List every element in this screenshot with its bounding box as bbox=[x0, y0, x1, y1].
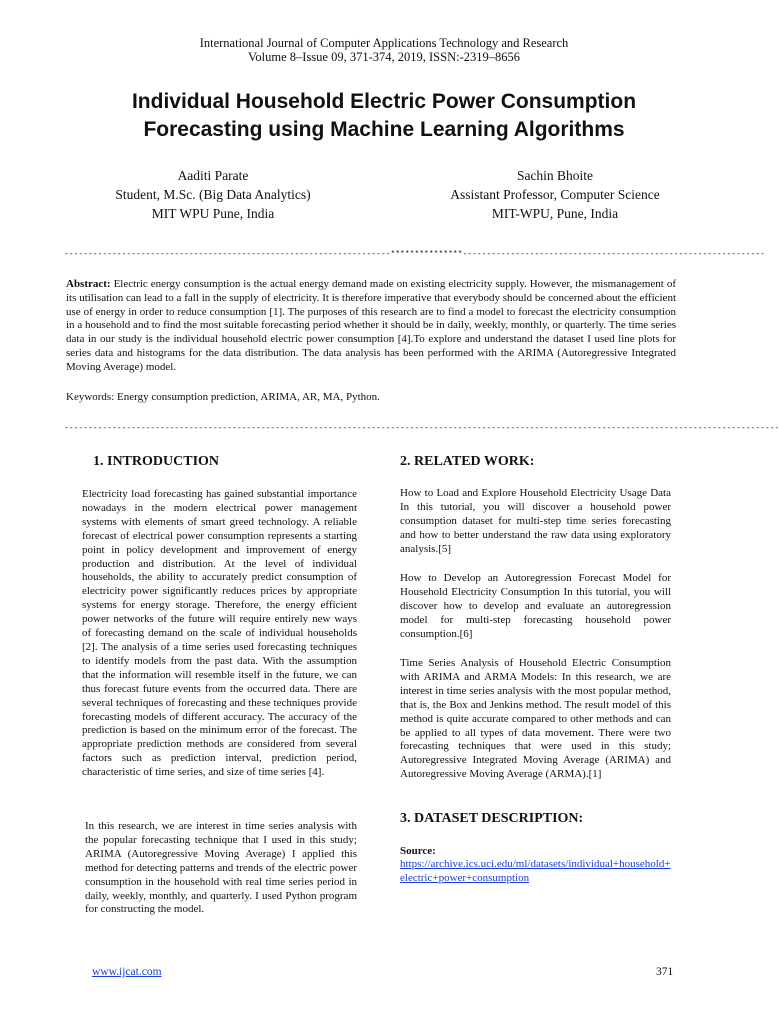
abstract-label: Abstract: bbox=[66, 278, 111, 290]
author-role: Student, M.Sc. (Big Data Analytics) bbox=[115, 187, 311, 202]
dataset-source-link[interactable]: https://archive.ics.uci.edu/ml/datasets/individual+household+electric+power+consumption bbox=[400, 858, 671, 884]
keywords: Keywords: Energy consumption prediction, ARIMA, AR, MA, Python. bbox=[66, 391, 380, 403]
author-affiliation: MIT-WPU, Pune, India bbox=[491, 206, 619, 221]
introduction-paragraph-1: Electricity load forecasting has gained substantial importance nowadays in the modern electrical power management systems with elements of smart greed technology. A reliable forecast of electrical power consumption represents a starting point in policy development and improvement of energy production and distribution. At the level of individual households, the ability to accurately predict consumption of electricity power significantly reduces prices by appropriate systems for energy storage. Therefore, the energy efficient power networks of the future will require entirely new ways of forecasting demand on the scale of individual households [2]. The analysis of a time series used forecasting techniques to identify models from the past data. With the assumption that the information will resemble itself in the future, we can thus forecast future events from the occurred data. There are several techniques of forecasting and these techniques provide forecasting models of different accuracy. The accuracy of the prediction is based on the minimum error of the forecast. The appropriate prediction methods are considered from several factors such as prediction interval, prediction period, characteristic of time series, and size of time series [4]. bbox=[82, 488, 357, 779]
paper-title-line1: Individual Household Electric Power Consumption bbox=[131, 90, 637, 113]
related-work-paragraph-1: How to Load and Explore Household Electricity Usage Data In this tutorial, you will discover a household power consumption dataset for multi-step time series forecasting and how to better understand the raw data using exploratory analysis.[5] bbox=[400, 487, 671, 555]
footer-website-link[interactable]: www.ijcat.com bbox=[92, 966, 162, 978]
abstract bbox=[66, 278, 676, 375]
section-separator-bottom: ----------------------------------------------------------------------------------------------------------------------------------------------------- bbox=[64, 424, 779, 433]
introduction-heading: 1. INTRODUCTION bbox=[93, 454, 220, 469]
author-1 bbox=[85, 166, 341, 223]
journal-name: International Journal of Computer Applications Technology and Research bbox=[199, 36, 569, 50]
author-name: Aaditi Parate bbox=[177, 168, 249, 183]
related-work-heading: 2. RELATED WORK: bbox=[400, 454, 535, 469]
paper-title-line2: Forecasting using Machine Learning Algorithms bbox=[143, 118, 625, 141]
related-work-paragraph-3: Time Series Analysis of Household Electric Consumption with ARIMA and ARMA Models: In this research, we are interest in time series analysis with the most popular method, that is, the Box and Jenkins method. The result model of this method is quite accurate compared to other methods and can be applied to all types of data movement. There were two forecasting techniques that were used in this study; Autoregressive Integrated Moving Average (ARIMA) and Autoregressive Moving Average (ARMA).[1] bbox=[400, 657, 671, 781]
dataset-description-heading: 3. DATASET DESCRIPTION: bbox=[400, 811, 584, 826]
journal-volume: Volume 8–Issue 09, 371-374, 2019, ISSN:-2319–8656 bbox=[248, 50, 520, 64]
introduction-paragraph-2: In this research, we are interest in time series analysis with the popular forecasting technique that I used in this study; ARIMA (Autoregressive Moving Average) I applied this method for detecting patterns and trends of the electric power consumption in the household with real time series period in daily, weekly, monthly, and quarterly. I used Python program for constructing the model. bbox=[85, 820, 357, 916]
author-role: Assistant Professor, Computer Science bbox=[450, 187, 660, 202]
abstract-text: Electric energy consumption is the actual energy demand made on existing electricity supply. However, the mismanagement of its utilisation can lead to a fall in the supply of electricity. It is therefore imperative that everybody should be concerned about the efficient use of energy in order to reduce consumption [1]. The purposes of this research are to find a model to forecast the electricity consumption in a household and to find the most suitable forecasting period whether it should be in daily, weekly, monthly, or quarterly. The time series data in our study is the individual household electric power consumption [4].To explore and understand the dataset I used line plots for series data and histograms for the data distribution. The data analysis has been performed with the ARIMA (Autoregressive Integrated Moving Average) model. bbox=[66, 278, 676, 373]
source-label: Source: bbox=[400, 845, 436, 857]
author-affiliation: MIT WPU Pune, India bbox=[151, 206, 275, 221]
author-name: Sachin Bhoite bbox=[516, 168, 594, 183]
page-number: 371 bbox=[656, 966, 674, 978]
author-2 bbox=[400, 166, 710, 223]
section-separator-top: --------------------------------------------------------------------***************--------------------------------------------------------------- bbox=[64, 250, 765, 259]
related-work-paragraph-2: How to Develop an Autoregression Forecast Model for Household Electricity Consumption In this tutorial, you will discover how to develop and evaluate an autoregression model for multi-step forecasting household power consumption.[6] bbox=[400, 572, 671, 640]
